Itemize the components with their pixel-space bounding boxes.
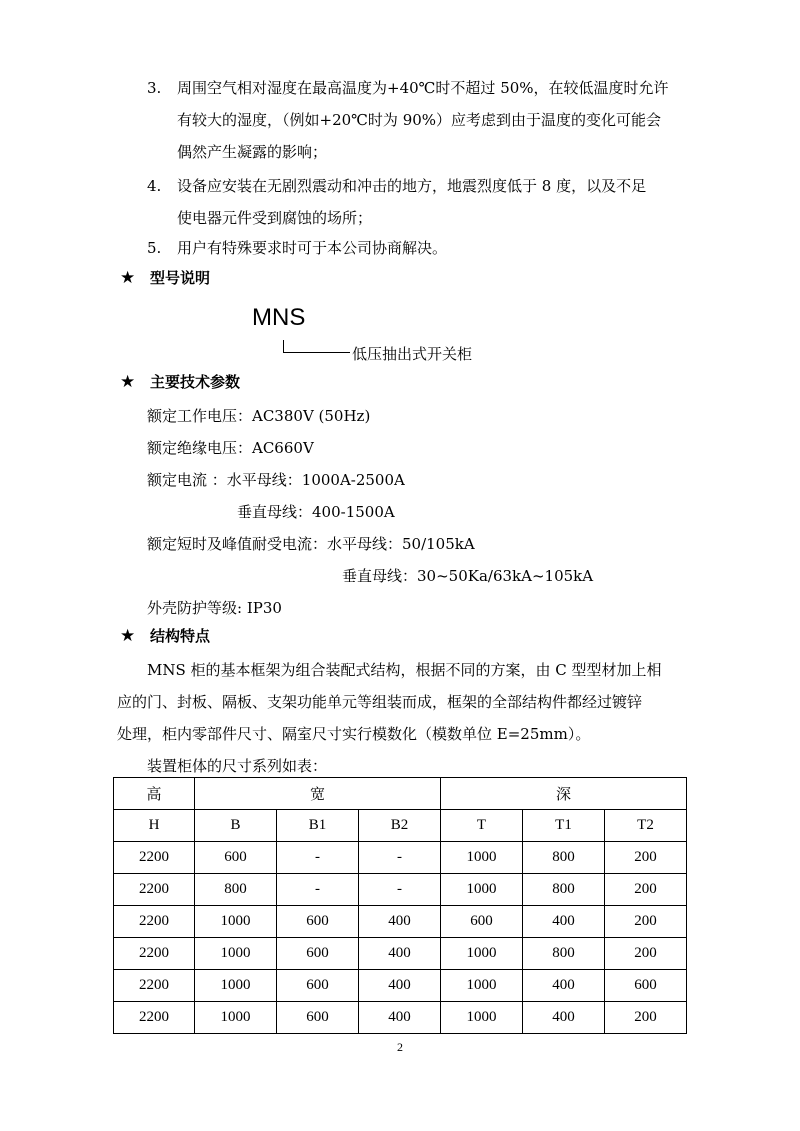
table-header-cell: T: [441, 810, 523, 842]
model-bracket-line: [283, 340, 350, 353]
table-cell: 2200: [114, 938, 195, 970]
table-header-cell: T1: [523, 810, 605, 842]
condition-number: 3.: [147, 79, 162, 97]
table-cell: 800: [523, 874, 605, 906]
table-intro: 装置柜体的尺寸系列如表：: [147, 757, 328, 775]
table-cell: 1000: [441, 1002, 523, 1034]
table-cell: 2200: [114, 874, 195, 906]
table-cell: 400: [359, 938, 441, 970]
condition-text: 偶然产生凝露的影响；: [177, 143, 328, 161]
condition-text: 使电器元件受到腐蚀的场所；: [177, 209, 373, 227]
model-description: 低压抽出式开关柜: [352, 345, 473, 363]
table-cell: 800: [195, 874, 277, 906]
table-sub-header-row: [114, 810, 687, 842]
table-cell: 600: [605, 970, 687, 1002]
table-cell: -: [359, 842, 441, 874]
header-depth: 深: [441, 778, 687, 810]
table-cell: 400: [523, 906, 605, 938]
param-line: 额定短时及峰值耐受电流：水平母线：50/105kA: [147, 535, 475, 553]
table-cell: -: [277, 874, 359, 906]
model-code: MNS: [252, 304, 306, 331]
table-header-cell: B1: [277, 810, 359, 842]
section-heading-structure: 结构特点: [150, 627, 211, 645]
table-cell: 2200: [114, 842, 195, 874]
condition-text: 设备应安装在无剧烈震动和冲击的地方，地震烈度低于 8 度，以及不足: [177, 177, 647, 195]
table-cell: 600: [195, 842, 277, 874]
table-row: [114, 842, 687, 874]
param-line: 额定绝缘电压：AC660V: [147, 439, 314, 457]
table-cell: 1000: [195, 938, 277, 970]
table-cell: 400: [359, 970, 441, 1002]
table-row: [114, 906, 687, 938]
table-cell: 1000: [195, 1002, 277, 1034]
table-cell: 400: [523, 1002, 605, 1034]
table-cell: 600: [441, 906, 523, 938]
section-heading-tech: 主要技术参数: [150, 373, 241, 391]
header-width: 宽: [195, 778, 441, 810]
table-cell: 2200: [114, 970, 195, 1002]
table-cell: 200: [605, 906, 687, 938]
structure-paragraph-line: 应的门、封板、隔板、支架功能单元等组装而成，框架的全部结构件都经过镀锌: [117, 693, 643, 711]
table-cell: 1000: [441, 874, 523, 906]
table-cell: 2200: [114, 1002, 195, 1034]
table-cell: 1000: [441, 938, 523, 970]
param-line: 额定电流 ：水平母线：1000A-2500A: [147, 471, 405, 489]
table-cell: 200: [605, 938, 687, 970]
header-height: 高: [114, 778, 195, 810]
table-cell: 200: [605, 874, 687, 906]
condition-number: 5.: [147, 239, 162, 257]
table-cell: -: [359, 874, 441, 906]
page-number: 2: [397, 1040, 403, 1054]
table-cell: 600: [277, 906, 359, 938]
table-cell: 800: [523, 842, 605, 874]
table-header-cell: H: [114, 810, 195, 842]
table-cell: 200: [605, 1002, 687, 1034]
param-line: 垂直母线：400-1500A: [237, 503, 395, 521]
table-group-header-row: [114, 778, 687, 810]
table-row: [114, 938, 687, 970]
table-cell: 1000: [441, 842, 523, 874]
table-cell: 1000: [195, 970, 277, 1002]
star-icon: ★: [120, 372, 136, 392]
section-heading-model: 型号说明: [150, 269, 211, 287]
table-cell: 1000: [195, 906, 277, 938]
table-row: [114, 970, 687, 1002]
param-line: 垂直母线：30~50Ka/63kA~105kA: [342, 567, 594, 585]
table-cell: 400: [523, 970, 605, 1002]
table-cell: 2200: [114, 906, 195, 938]
star-icon: ★: [120, 626, 136, 646]
condition-text: 有较大的湿度，（例如+20℃时为 90%）应考虑到由于温度的变化可能会: [177, 111, 662, 129]
dimension-table: [113, 777, 687, 1034]
param-line: 外壳防护等级: IP30: [147, 599, 282, 617]
condition-number: 4.: [147, 177, 162, 195]
table-cell: 600: [277, 1002, 359, 1034]
structure-paragraph-line: MNS 柜的基本框架为组合装配式结构，根据不同的方案，由 C 型型材加上相: [147, 661, 662, 679]
star-icon: ★: [120, 268, 136, 288]
condition-text: 周围空气相对湿度在最高温度为+40℃时不超过 50%，在较低温度时允许: [177, 79, 669, 97]
structure-paragraph-line: 处理，柜内零部件尺寸、隔室尺寸实行模数化（模数单位 E=25mm）。: [117, 725, 591, 743]
table-cell: -: [277, 842, 359, 874]
table-cell: 400: [359, 906, 441, 938]
table-cell: 600: [277, 938, 359, 970]
table-cell: 400: [359, 1002, 441, 1034]
param-line: 额定工作电压：AC380V (50Hz): [147, 407, 371, 425]
table-cell: 200: [605, 842, 687, 874]
table-header-cell: B2: [359, 810, 441, 842]
table-cell: 600: [277, 970, 359, 1002]
table-header-cell: B: [195, 810, 277, 842]
table-cell: 1000: [441, 970, 523, 1002]
table-row: [114, 874, 687, 906]
table-header-cell: T2: [605, 810, 687, 842]
condition-text: 用户有特殊要求时可于本公司协商解决。: [177, 239, 448, 257]
table-row: [114, 1002, 687, 1034]
table-cell: 800: [523, 938, 605, 970]
